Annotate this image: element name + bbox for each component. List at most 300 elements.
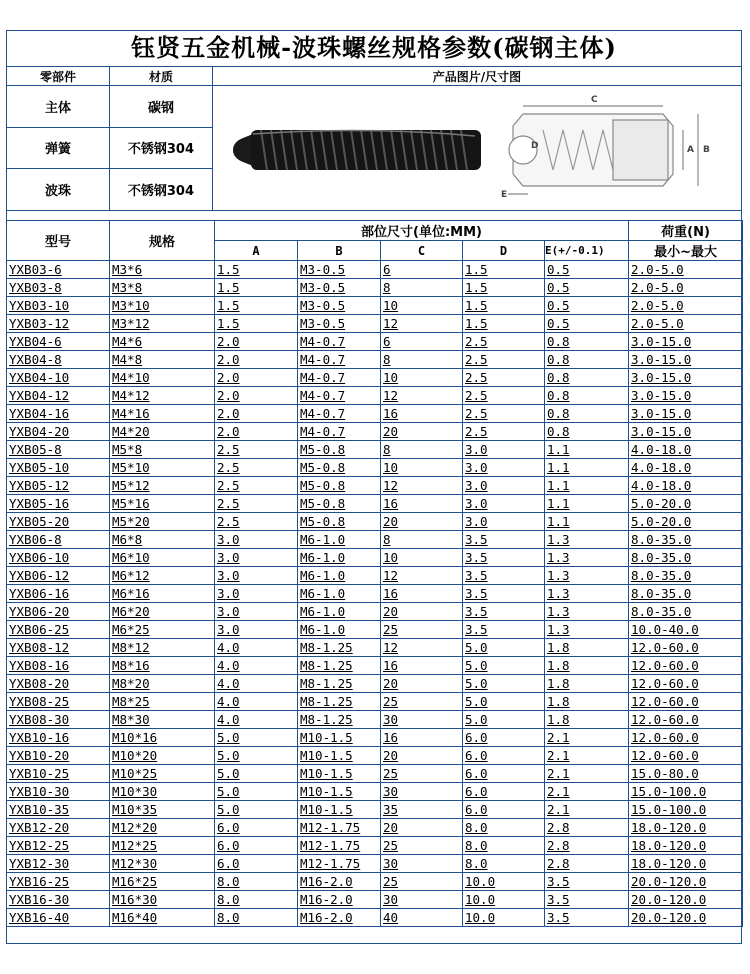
cell-d: 2.5 [463, 387, 545, 405]
cell-spec: M6*16 [110, 585, 215, 603]
cell-c: 16 [381, 585, 463, 603]
cell-c: 16 [381, 405, 463, 423]
cell-e: 1.1 [545, 477, 629, 495]
cell-e: 1.3 [545, 549, 629, 567]
cell-a: 4.0 [215, 675, 298, 693]
cell-b: M5-0.8 [298, 477, 381, 495]
cell-load: 12.0-60.0 [629, 729, 743, 747]
cell-a: 4.0 [215, 711, 298, 729]
cell-d: 3.0 [463, 441, 545, 459]
cell-d: 2.5 [463, 369, 545, 387]
table-row [7, 261, 743, 279]
cell-a: 2.5 [215, 459, 298, 477]
dim-label-b: B [703, 145, 710, 155]
cell-e: 0.8 [545, 351, 629, 369]
table-row [7, 891, 743, 909]
cell-a: 5.0 [215, 801, 298, 819]
cell-model: YXB03-12 [7, 315, 110, 333]
cell-e: 0.8 [545, 333, 629, 351]
table-row [7, 783, 743, 801]
cell-spec: M5*16 [110, 495, 215, 513]
cell-load: 2.0-5.0 [629, 261, 743, 279]
cell-model: YXB10-25 [7, 765, 110, 783]
cell-model: YXB05-16 [7, 495, 110, 513]
table-row [7, 315, 743, 333]
part-name: 弹簧 [7, 127, 110, 169]
cell-e: 1.3 [545, 531, 629, 549]
cell-spec: M16*40 [110, 909, 215, 927]
table-row [7, 585, 743, 603]
cell-d: 5.0 [463, 711, 545, 729]
cell-model: YXB05-8 [7, 441, 110, 459]
cell-d: 3.0 [463, 495, 545, 513]
cell-model: YXB04-10 [7, 369, 110, 387]
cell-model: YXB04-6 [7, 333, 110, 351]
cell-d: 5.0 [463, 657, 545, 675]
cell-b: M10-1.5 [298, 801, 381, 819]
cell-e: 2.1 [545, 783, 629, 801]
cell-a: 1.5 [215, 297, 298, 315]
cell-d: 3.0 [463, 459, 545, 477]
cell-load: 15.0-100.0 [629, 783, 743, 801]
cell-model: YXB05-10 [7, 459, 110, 477]
materials-row [7, 86, 742, 128]
cell-load: 3.0-15.0 [629, 351, 743, 369]
cell-e: 1.8 [545, 693, 629, 711]
cell-c: 25 [381, 873, 463, 891]
cell-load: 12.0-60.0 [629, 657, 743, 675]
cell-d: 2.5 [463, 351, 545, 369]
cell-load: 8.0-35.0 [629, 585, 743, 603]
cell-d: 6.0 [463, 783, 545, 801]
cell-b: M16-2.0 [298, 909, 381, 927]
cell-e: 1.1 [545, 441, 629, 459]
cell-model: YXB08-20 [7, 675, 110, 693]
cell-load: 12.0-60.0 [629, 675, 743, 693]
cell-d: 6.0 [463, 765, 545, 783]
cell-c: 12 [381, 387, 463, 405]
cell-e: 2.1 [545, 801, 629, 819]
cell-c: 12 [381, 315, 463, 333]
cell-a: 3.0 [215, 585, 298, 603]
cell-b: M8-1.25 [298, 639, 381, 657]
cell-d: 2.5 [463, 423, 545, 441]
cell-b: M12-1.75 [298, 837, 381, 855]
dim-label-d: D [531, 141, 539, 151]
cell-b: M4-0.7 [298, 369, 381, 387]
table-row [7, 765, 743, 783]
table-row [7, 441, 743, 459]
cell-c: 12 [381, 639, 463, 657]
cell-spec: M8*12 [110, 639, 215, 657]
cell-a: 2.0 [215, 405, 298, 423]
cell-c: 12 [381, 477, 463, 495]
cell-c: 30 [381, 855, 463, 873]
table-row [7, 279, 743, 297]
cell-load: 12.0-60.0 [629, 639, 743, 657]
cell-model: YXB03-6 [7, 261, 110, 279]
spec-table [6, 220, 743, 927]
page-title: 钰贤五金机械-波珠螺丝规格参数(碳钢主体) [131, 33, 617, 62]
cell-a: 2.5 [215, 513, 298, 531]
cell-spec: M10*30 [110, 783, 215, 801]
cell-spec: M12*30 [110, 855, 215, 873]
cell-b: M4-0.7 [298, 351, 381, 369]
cell-model: YXB12-20 [7, 819, 110, 837]
cell-b: M3-0.5 [298, 261, 381, 279]
cell-a: 1.5 [215, 279, 298, 297]
cell-b: M12-1.75 [298, 855, 381, 873]
cell-d: 10.0 [463, 909, 545, 927]
spec-header-row [7, 221, 743, 241]
cell-e: 2.8 [545, 837, 629, 855]
subheader-b: B [298, 241, 381, 261]
cell-e: 1.8 [545, 711, 629, 729]
cell-c: 30 [381, 891, 463, 909]
cell-c: 8 [381, 279, 463, 297]
cell-c: 10 [381, 297, 463, 315]
cell-model: YXB06-10 [7, 549, 110, 567]
cell-a: 3.0 [215, 621, 298, 639]
table-row [7, 387, 743, 405]
cell-c: 10 [381, 369, 463, 387]
cell-spec: M3*8 [110, 279, 215, 297]
cell-spec: M16*30 [110, 891, 215, 909]
cell-b: M3-0.5 [298, 315, 381, 333]
cell-load: 4.0-18.0 [629, 477, 743, 495]
materials-table [6, 66, 742, 211]
cell-model: YXB16-30 [7, 891, 110, 909]
cell-e: 3.5 [545, 873, 629, 891]
cell-a: 5.0 [215, 747, 298, 765]
cell-spec: M6*8 [110, 531, 215, 549]
cell-c: 16 [381, 729, 463, 747]
dim-label-e: E [501, 190, 508, 200]
cell-spec: M8*20 [110, 675, 215, 693]
spec-body [7, 261, 743, 927]
cell-b: M6-1.0 [298, 585, 381, 603]
cell-spec: M3*12 [110, 315, 215, 333]
cell-spec: M5*20 [110, 513, 215, 531]
cell-e: 0.5 [545, 315, 629, 333]
cell-model: YXB12-30 [7, 855, 110, 873]
cell-a: 2.0 [215, 369, 298, 387]
cell-b: M10-1.5 [298, 765, 381, 783]
cell-load: 8.0-35.0 [629, 567, 743, 585]
cell-model: YXB10-30 [7, 783, 110, 801]
cell-e: 0.8 [545, 423, 629, 441]
cell-c: 20 [381, 819, 463, 837]
cell-model: YXB06-20 [7, 603, 110, 621]
cell-model: YXB05-20 [7, 513, 110, 531]
cell-a: 8.0 [215, 909, 298, 927]
part-material: 不锈钢304 [109, 169, 212, 211]
product-image-cell [213, 86, 742, 211]
cell-c: 12 [381, 567, 463, 585]
cell-e: 2.8 [545, 855, 629, 873]
cell-a: 5.0 [215, 765, 298, 783]
cell-d: 10.0 [463, 873, 545, 891]
subheader-a: A [215, 241, 298, 261]
table-row [7, 639, 743, 657]
cell-model: YXB10-20 [7, 747, 110, 765]
table-row [7, 549, 743, 567]
cell-c: 25 [381, 765, 463, 783]
cell-load: 2.0-5.0 [629, 315, 743, 333]
cell-spec: M12*25 [110, 837, 215, 855]
cell-d: 3.5 [463, 603, 545, 621]
screw-photo [233, 130, 481, 170]
cell-b: M16-2.0 [298, 891, 381, 909]
cell-spec: M5*12 [110, 477, 215, 495]
table-row [7, 819, 743, 837]
cell-model: YXB10-16 [7, 729, 110, 747]
cell-spec: M16*25 [110, 873, 215, 891]
cell-d: 3.5 [463, 531, 545, 549]
cell-e: 1.3 [545, 567, 629, 585]
dim-label-c: C [591, 95, 598, 105]
cell-spec: M8*25 [110, 693, 215, 711]
cell-d: 5.0 [463, 693, 545, 711]
table-row [7, 333, 743, 351]
cell-b: M4-0.7 [298, 405, 381, 423]
cell-load: 20.0-120.0 [629, 909, 743, 927]
header-material: 材质 [109, 67, 212, 86]
cell-b: M8-1.25 [298, 675, 381, 693]
cell-a: 3.0 [215, 549, 298, 567]
cell-load: 8.0-35.0 [629, 603, 743, 621]
cell-a: 8.0 [215, 873, 298, 891]
cell-a: 4.0 [215, 693, 298, 711]
cell-spec: M4*8 [110, 351, 215, 369]
cell-model: YXB06-25 [7, 621, 110, 639]
cell-c: 8 [381, 441, 463, 459]
cell-spec: M5*10 [110, 459, 215, 477]
cell-d: 3.5 [463, 585, 545, 603]
cell-a: 6.0 [215, 855, 298, 873]
cell-c: 40 [381, 909, 463, 927]
cell-b: M8-1.25 [298, 711, 381, 729]
cell-e: 1.3 [545, 621, 629, 639]
table-row [7, 729, 743, 747]
cell-spec: M3*6 [110, 261, 215, 279]
cell-a: 5.0 [215, 729, 298, 747]
table-row [7, 873, 743, 891]
cell-c: 30 [381, 711, 463, 729]
cell-e: 2.1 [545, 747, 629, 765]
cell-load: 4.0-18.0 [629, 459, 743, 477]
table-row [7, 369, 743, 387]
cell-a: 2.5 [215, 495, 298, 513]
cell-d: 3.5 [463, 549, 545, 567]
cell-spec: M4*6 [110, 333, 215, 351]
cell-d: 8.0 [463, 837, 545, 855]
cell-a: 2.5 [215, 441, 298, 459]
cell-d: 6.0 [463, 747, 545, 765]
table-row [7, 351, 743, 369]
cell-load: 4.0-18.0 [629, 441, 743, 459]
cell-load: 3.0-15.0 [629, 423, 743, 441]
cell-model: YXB06-16 [7, 585, 110, 603]
cell-load: 12.0-60.0 [629, 747, 743, 765]
cell-e: 1.8 [545, 675, 629, 693]
cell-load: 12.0-60.0 [629, 711, 743, 729]
cell-d: 3.0 [463, 477, 545, 495]
table-row [7, 603, 743, 621]
cell-c: 35 [381, 801, 463, 819]
cell-b: M6-1.0 [298, 603, 381, 621]
cell-load: 20.0-120.0 [629, 873, 743, 891]
cell-c: 25 [381, 837, 463, 855]
cell-a: 2.0 [215, 351, 298, 369]
table-row [7, 567, 743, 585]
cell-model: YXB08-16 [7, 657, 110, 675]
table-row [7, 693, 743, 711]
cell-d: 3.5 [463, 621, 545, 639]
cell-a: 2.0 [215, 423, 298, 441]
cell-spec: M4*20 [110, 423, 215, 441]
cell-b: M6-1.0 [298, 621, 381, 639]
table-row [7, 801, 743, 819]
table-row [7, 405, 743, 423]
cell-b: M6-1.0 [298, 567, 381, 585]
cell-c: 20 [381, 513, 463, 531]
cell-d: 8.0 [463, 855, 545, 873]
cell-d: 6.0 [463, 729, 545, 747]
cell-e: 0.8 [545, 369, 629, 387]
cell-model: YXB08-30 [7, 711, 110, 729]
table-row [7, 423, 743, 441]
table-row [7, 855, 743, 873]
cell-e: 2.8 [545, 819, 629, 837]
cell-c: 30 [381, 783, 463, 801]
cell-e: 3.5 [545, 909, 629, 927]
cell-e: 1.8 [545, 657, 629, 675]
cell-e: 0.8 [545, 387, 629, 405]
table-row [7, 909, 743, 927]
cell-spec: M8*30 [110, 711, 215, 729]
header-spec: 规格 [110, 221, 215, 261]
table-row [7, 495, 743, 513]
cell-spec: M6*12 [110, 567, 215, 585]
cell-a: 4.0 [215, 639, 298, 657]
cell-c: 25 [381, 621, 463, 639]
cell-d: 10.0 [463, 891, 545, 909]
cell-e: 1.3 [545, 585, 629, 603]
cell-a: 3.0 [215, 567, 298, 585]
cell-d: 1.5 [463, 315, 545, 333]
table-row [7, 837, 743, 855]
cell-b: M4-0.7 [298, 423, 381, 441]
cell-a: 2.0 [215, 333, 298, 351]
cell-model: YXB04-20 [7, 423, 110, 441]
cell-d: 1.5 [463, 279, 545, 297]
cell-load: 12.0-60.0 [629, 693, 743, 711]
cell-e: 1.1 [545, 459, 629, 477]
cell-b: M16-2.0 [298, 873, 381, 891]
cell-spec: M4*10 [110, 369, 215, 387]
cell-c: 8 [381, 531, 463, 549]
cell-a: 4.0 [215, 657, 298, 675]
cell-spec: M6*20 [110, 603, 215, 621]
dim-label-a: A [687, 145, 694, 155]
cell-a: 6.0 [215, 837, 298, 855]
table-row [7, 531, 743, 549]
cell-spec: M8*16 [110, 657, 215, 675]
cell-b: M12-1.75 [298, 819, 381, 837]
cell-b: M10-1.5 [298, 783, 381, 801]
subheader-e: E(+/-0.1) [545, 241, 629, 261]
cell-d: 2.5 [463, 333, 545, 351]
cell-load: 2.0-5.0 [629, 279, 743, 297]
cell-model: YXB08-12 [7, 639, 110, 657]
materials-header-row [7, 67, 742, 86]
header-model: 型号 [7, 221, 110, 261]
cell-model: YXB16-25 [7, 873, 110, 891]
cell-load: 18.0-120.0 [629, 855, 743, 873]
cell-d: 6.0 [463, 801, 545, 819]
cell-spec: M10*16 [110, 729, 215, 747]
table-row [7, 675, 743, 693]
cell-e: 0.5 [545, 297, 629, 315]
cell-e: 2.1 [545, 729, 629, 747]
cell-model: YXB03-8 [7, 279, 110, 297]
cell-d: 1.5 [463, 297, 545, 315]
cell-b: M4-0.7 [298, 387, 381, 405]
header-load: 荷重(N) [629, 221, 743, 241]
cell-d: 5.0 [463, 675, 545, 693]
cell-model: YXB04-8 [7, 351, 110, 369]
cell-spec: M12*20 [110, 819, 215, 837]
header-dimensions: 部位尺寸(单位:MM) [215, 221, 629, 241]
cell-a: 1.5 [215, 315, 298, 333]
cell-d: 3.5 [463, 567, 545, 585]
cell-c: 10 [381, 549, 463, 567]
table-row [7, 657, 743, 675]
product-illustration [213, 86, 741, 206]
cell-spec: M4*16 [110, 405, 215, 423]
cell-spec: M3*10 [110, 297, 215, 315]
cell-b: M6-1.0 [298, 531, 381, 549]
cell-c: 20 [381, 603, 463, 621]
cell-load: 5.0-20.0 [629, 513, 743, 531]
cell-spec: M4*12 [110, 387, 215, 405]
cell-load: 15.0-80.0 [629, 765, 743, 783]
cell-load: 3.0-15.0 [629, 387, 743, 405]
table-row [7, 513, 743, 531]
cell-model: YXB04-12 [7, 387, 110, 405]
cell-spec: M10*25 [110, 765, 215, 783]
cell-e: 0.5 [545, 261, 629, 279]
cell-e: 1.8 [545, 639, 629, 657]
cell-c: 20 [381, 747, 463, 765]
cell-load: 3.0-15.0 [629, 369, 743, 387]
cell-spec: M10*35 [110, 801, 215, 819]
cell-c: 20 [381, 675, 463, 693]
cell-a: 5.0 [215, 783, 298, 801]
cell-d: 3.0 [463, 513, 545, 531]
cell-load: 10.0-40.0 [629, 621, 743, 639]
cell-d: 5.0 [463, 639, 545, 657]
table-row [7, 477, 743, 495]
cell-e: 2.1 [545, 765, 629, 783]
cell-b: M10-1.5 [298, 747, 381, 765]
cell-d: 8.0 [463, 819, 545, 837]
cell-a: 3.0 [215, 603, 298, 621]
cell-load: 8.0-35.0 [629, 531, 743, 549]
cell-load: 3.0-15.0 [629, 333, 743, 351]
cell-c: 25 [381, 693, 463, 711]
